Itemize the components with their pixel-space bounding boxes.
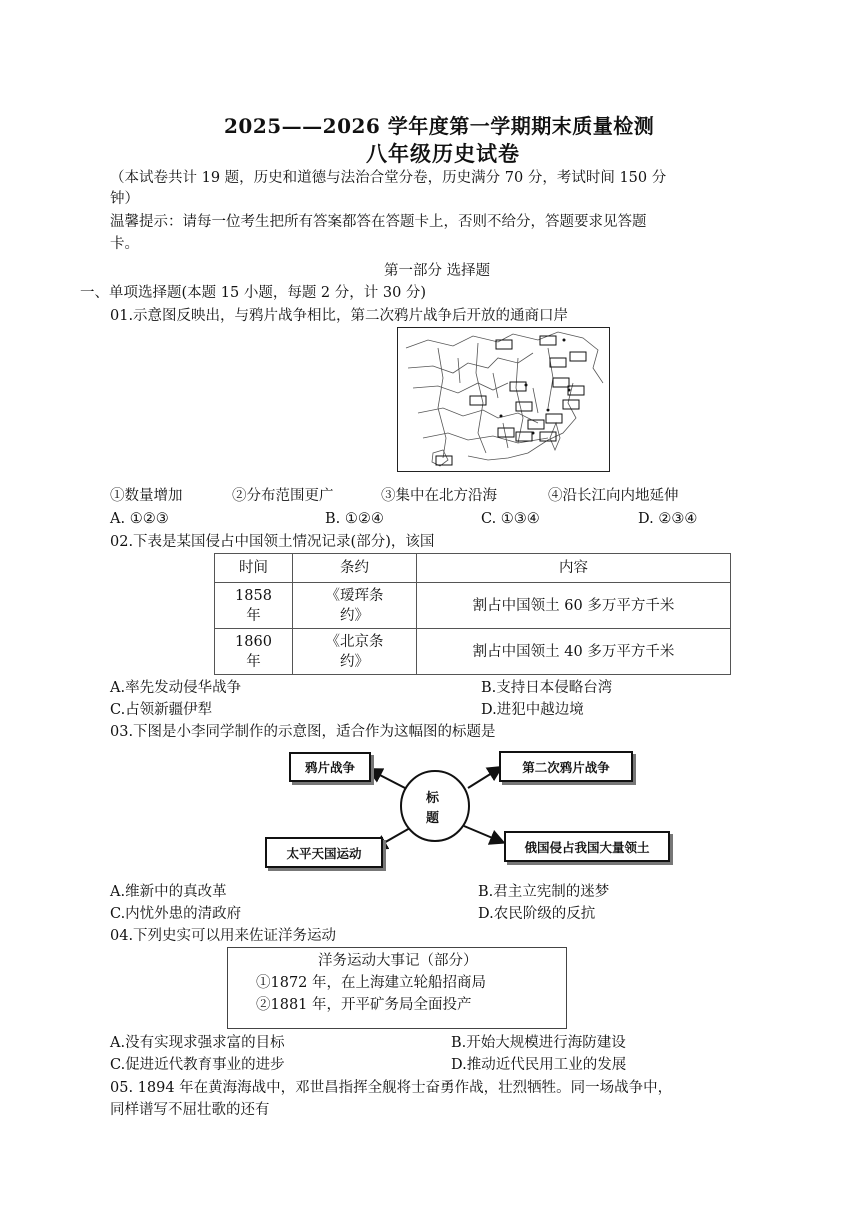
q5-stem-cont: 同样谱写不屈壮歌的还有 bbox=[110, 1102, 270, 1118]
q1-statement-4: ④沿长江向内地延伸 bbox=[548, 488, 679, 504]
q1-stem: 01.示意图反映出，与鸦片战争相比，第二次鸦片战争后开放的通商口岸 bbox=[110, 308, 569, 324]
year-unit: 年 bbox=[246, 607, 261, 624]
q3-option-d[interactable]: D.农民阶级的反抗 bbox=[478, 906, 596, 922]
year-cell: 1860 bbox=[235, 633, 272, 650]
diagram-center-label: 标 bbox=[426, 791, 440, 806]
q4-option-a[interactable]: A.没有实现求强求富的目标 bbox=[110, 1035, 285, 1051]
table-header: 内容 bbox=[417, 554, 731, 583]
diagram-node-russia: 俄国侵占我国大量领土 bbox=[504, 831, 670, 862]
exam-title: 2025——2026 学年度第一学期期末质量检测 bbox=[224, 114, 655, 138]
q1-statement-3: ③集中在北方沿海 bbox=[381, 488, 497, 504]
q2-option-d[interactable]: D.进犯中越边境 bbox=[481, 702, 584, 718]
q1-statement-1: ①数量增加 bbox=[110, 488, 183, 504]
q4-option-c[interactable]: C.促进近代教育事业的进步 bbox=[110, 1057, 285, 1073]
q3-option-b[interactable]: B.君主立宪制的迷梦 bbox=[478, 884, 610, 900]
part-heading: 第一部分 选择题 bbox=[384, 263, 491, 279]
q2-stem: 02.下表是某国侵占中国领土情况记录(部分)，该国 bbox=[110, 534, 435, 550]
treaty-ports-map bbox=[397, 327, 610, 472]
q1-option-a[interactable]: A. ①②③ bbox=[110, 511, 169, 527]
treaty-cell-cont: 约》 bbox=[340, 653, 369, 670]
treaty-cell: 《北京条 bbox=[325, 633, 384, 650]
diagram-center-label-cont: 题 bbox=[426, 811, 440, 826]
table-header: 时间 bbox=[215, 554, 293, 583]
diagram-node-second-opium-war: 第二次鸦片战争 bbox=[499, 751, 633, 782]
diagram-node-taiping: 太平天国运动 bbox=[265, 837, 383, 868]
exam-note-cont: 钟） bbox=[110, 191, 139, 207]
content-cell: 割占中国领土 40 多万平方千米 bbox=[417, 629, 731, 675]
exam-tip-cont: 卡。 bbox=[110, 236, 139, 252]
q4-option-d[interactable]: D.推动近代民用工业的发展 bbox=[451, 1057, 627, 1073]
q3-option-a[interactable]: A.维新中的真改革 bbox=[110, 884, 227, 900]
q4-box-title: 洋务运动大事记（部分） bbox=[318, 953, 478, 969]
year-cell: 1858 bbox=[235, 587, 272, 604]
treaty-cell-cont: 约》 bbox=[340, 607, 369, 624]
q2-option-c[interactable]: C.占领新疆伊犁 bbox=[110, 702, 213, 718]
exam-note: （本试卷共计 19 题，历史和道德与法治合堂分卷，历史满分 70 分，考试时间 150 分 bbox=[110, 170, 667, 186]
content-cell: 割占中国领土 60 多万平方千米 bbox=[417, 583, 731, 629]
year-unit: 年 bbox=[246, 653, 261, 670]
q4-box-item-1: ①1872 年，在上海建立轮船招商局 bbox=[256, 975, 487, 991]
q1-option-b[interactable]: B. ①②④ bbox=[325, 511, 384, 527]
q2-option-a[interactable]: A.率先发动侵华战争 bbox=[110, 680, 242, 696]
q4-stem: 04.下列史实可以用来佐证洋务运动 bbox=[110, 928, 337, 944]
map-image bbox=[398, 328, 609, 471]
q5-stem: 05. 1894 年在黄海海战中，邓世昌指挥全舰将士奋勇作战，壮烈牺牲。同一场战争中， bbox=[110, 1080, 673, 1096]
diagram-node-opium-war: 鸦片战争 bbox=[289, 752, 371, 782]
q2-table bbox=[214, 553, 731, 675]
q1-option-c[interactable]: C. ①③④ bbox=[481, 511, 540, 527]
table-row bbox=[215, 583, 731, 629]
treaty-cell: 《瑷珲条 bbox=[325, 587, 384, 604]
section-heading: 一、单项选择题(本题 15 小题，每题 2 分，计 30 分) bbox=[80, 285, 427, 301]
q1-statement-2: ②分布范围更广 bbox=[232, 488, 334, 504]
exam-subtitle: 八年级历史试卷 bbox=[366, 141, 520, 166]
table-row bbox=[215, 629, 731, 675]
q1-option-d[interactable]: D. ②③④ bbox=[638, 511, 698, 527]
exam-tip: 温馨提示：请每一位考生把所有答案都答在答题卡上，否则不给分，答题要求见答题 bbox=[110, 214, 647, 230]
q3-stem: 03.下图是小李同学制作的示意图，适合作为这幅图的标题是 bbox=[110, 724, 496, 740]
q4-option-b[interactable]: B.开始大规模进行海防建设 bbox=[451, 1035, 626, 1051]
q3-option-c[interactable]: C.内忧外患的清政府 bbox=[110, 906, 242, 922]
q2-option-b[interactable]: B.支持日本侵略台湾 bbox=[481, 680, 613, 696]
q4-box-item-2: ②1881 年，开平矿务局全面投产 bbox=[256, 997, 472, 1013]
table-header: 条约 bbox=[293, 554, 417, 583]
